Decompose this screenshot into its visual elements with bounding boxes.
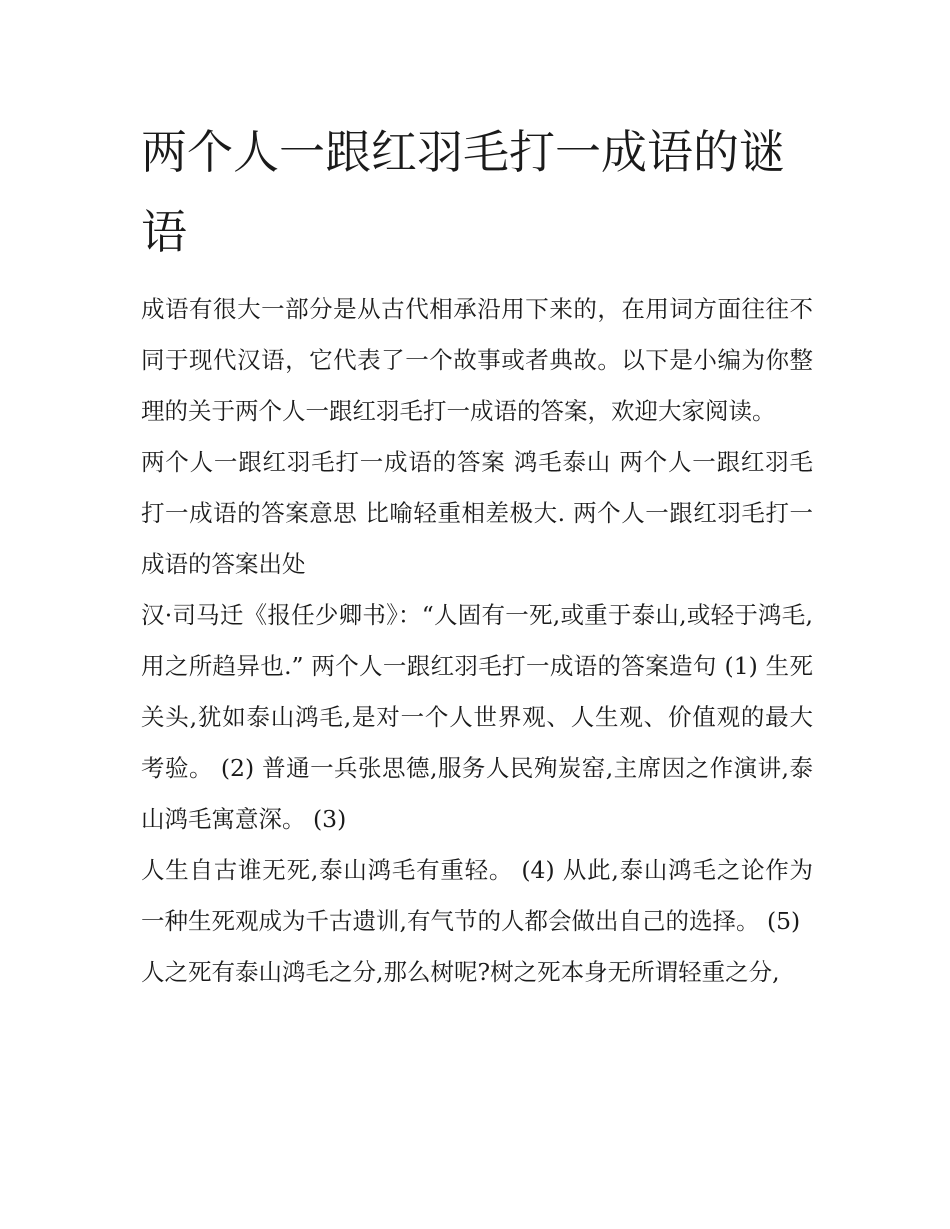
- paragraph-example-5: 人之死有泰山鸿毛之分,那么树呢?树之死本身无所谓轻重之分,: [141, 958, 780, 986]
- paragraph-source-and-examples: 汉·司马迁《报任少卿书》：“人固有一死,或重于泰山,或轻于鸿毛,用之所趋异也.” 两个人一跟红羽毛打一成语的答案造句 (1) 生死关头,犹如泰山鸿毛,是对一个人世界观、人生观、价值观的最大考验。 (2) 普通一兵张思德,服务人民殉炭窑,主席因之作演讲,泰山鸿毛寓意深。 (3): [141, 601, 813, 833]
- paragraph-example-4: 人生自古谁无死,泰山鸿毛有重轻。 (4) 从此,泰山鸿毛之论作为一种生死观成为千古遗训,有气节的人都会做出自己的选择。 (5): [141, 856, 813, 935]
- page-title: 两个人一跟红羽毛打一成语的谜语: [141, 125, 785, 259]
- document-page: [141, 112, 813, 998]
- paragraph-intro: 成语有很大一部分是从古代相承沿用下来的，在用词方面往往不同于现代汉语，它代表了一个故事或者典故。以下是小编为你整理的关于两个人一跟红羽毛打一成语的答案，欢迎大家阅读。: [141, 295, 813, 425]
- title-block: [141, 112, 813, 272]
- paragraph-answer: 两个人一跟红羽毛打一成语的答案 鸿毛泰山 两个人一跟红羽毛打一成语的答案意思 比喻轻重相差极大. 两个人一跟红羽毛打一成语的答案出处: [141, 448, 813, 578]
